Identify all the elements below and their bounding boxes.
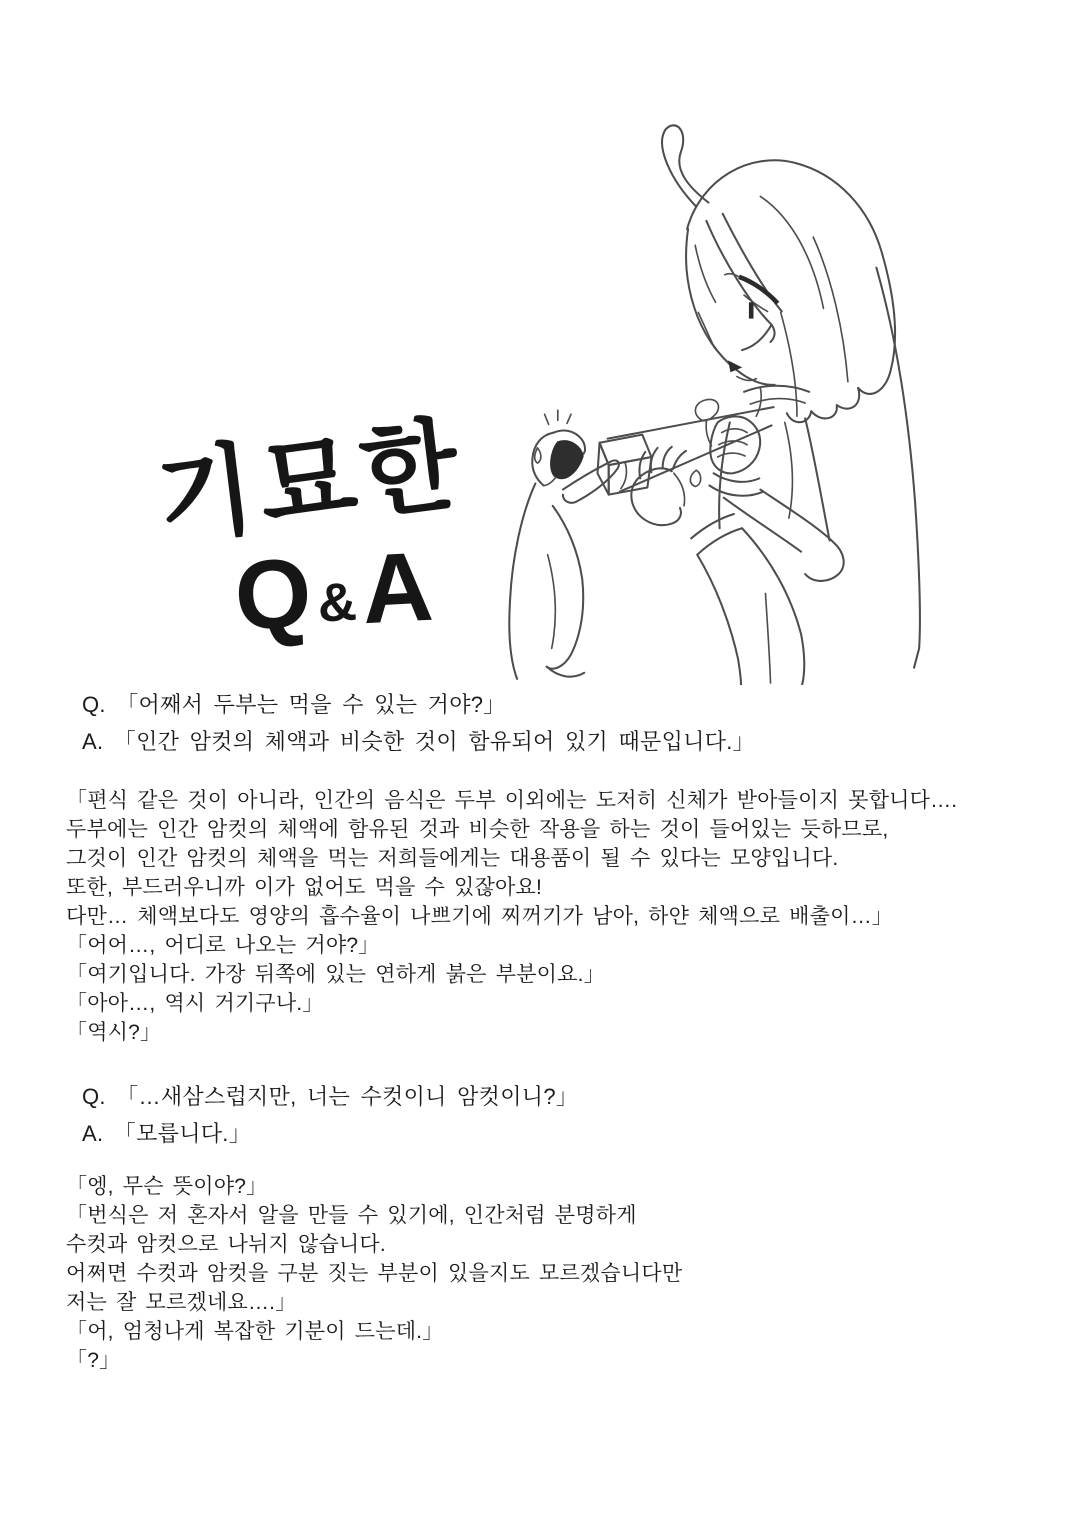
qa-block-1 — [82, 686, 755, 760]
title-q-letter: Q — [232, 537, 314, 651]
page-title-korean: 기묘한 — [151, 407, 471, 556]
dialogue-line: 저는 잘 모르겠네요….」 — [66, 1291, 297, 1314]
dialogue-line: 수컷과 암컷으로 나뉘지 않습니다. — [66, 1233, 386, 1256]
girl-line-art — [631, 125, 920, 685]
dialogue-line: 「어어…, 어디로 나오는 거야?」 — [66, 934, 380, 957]
tofu-chopsticks-line-art — [598, 399, 774, 494]
dialogue-line: 두부에는 인간 암컷의 체액에 함유된 것과 비슷한 작용을 하는 것이 들어있는 듯하므로, — [66, 818, 889, 841]
page-title-qa — [232, 530, 436, 653]
answer-line: A. 「인간 암컷의 체액과 비슷한 것이 함유되어 있기 때문입니다.」 — [82, 729, 755, 754]
qa-block-2 — [82, 1078, 578, 1152]
dialogue-line: 「편식 같은 것이 아니라, 인간의 음식은 두부 이외에는 도저히 신체가 받아들이지 못합니다…. — [66, 789, 958, 812]
dialogue-line: 「번식은 저 혼자서 알을 만들 수 있기에, 인간처럼 분명하게 — [66, 1204, 637, 1227]
dialogue-line: 「어, 엄청나게 복잡한 기분이 드는데.」 — [66, 1320, 444, 1343]
dialogue-line: 「아아…, 역시 거기구나.」 — [66, 992, 324, 1015]
question-line: Q. 「…새삼스럽지만, 너는 수컷이니 암컷이니?」 — [82, 1084, 579, 1109]
dialogue-line: 그것이 인간 암컷의 체액을 먹는 저희들에게는 대용품이 될 수 있다는 모양입니다. — [66, 847, 839, 870]
question-line: Q. 「어째서 두부는 먹을 수 있는 거야?」 — [82, 692, 506, 717]
title-a-letter: A — [359, 530, 436, 645]
dialogue-paragraph-1 — [66, 786, 957, 1047]
dialogue-line: 어쩌면 수컷과 암컷을 구분 짓는 부분이 있을지도 모르겠습니다만 — [66, 1262, 683, 1285]
dialogue-line: 「역시?」 — [66, 1021, 162, 1044]
title-ampersand: & — [316, 571, 359, 634]
answer-line: A. 「모릅니다.」 — [82, 1121, 252, 1146]
dialogue-line: 「엥, 무슨 뜻이야?」 — [66, 1175, 268, 1198]
dialogue-paragraph-2 — [66, 1172, 682, 1375]
dialogue-line: 「?」 — [66, 1349, 121, 1372]
dialogue-line: 또한, 부드러우니까 이가 없어도 먹을 수 있잖아요! — [66, 876, 542, 899]
dialogue-line: 「여기입니다. 가장 뒤쪽에 있는 연하게 붉은 부분이요.」 — [66, 963, 605, 986]
girl-feeding-penguin-tofu-line-art-icon — [455, 115, 1025, 685]
dialogue-line: 다만… 체액보다도 영양의 흡수율이 나쁘기에 찌꺼기가 남아, 하얀 체액으로 배출이…」 — [66, 905, 893, 928]
